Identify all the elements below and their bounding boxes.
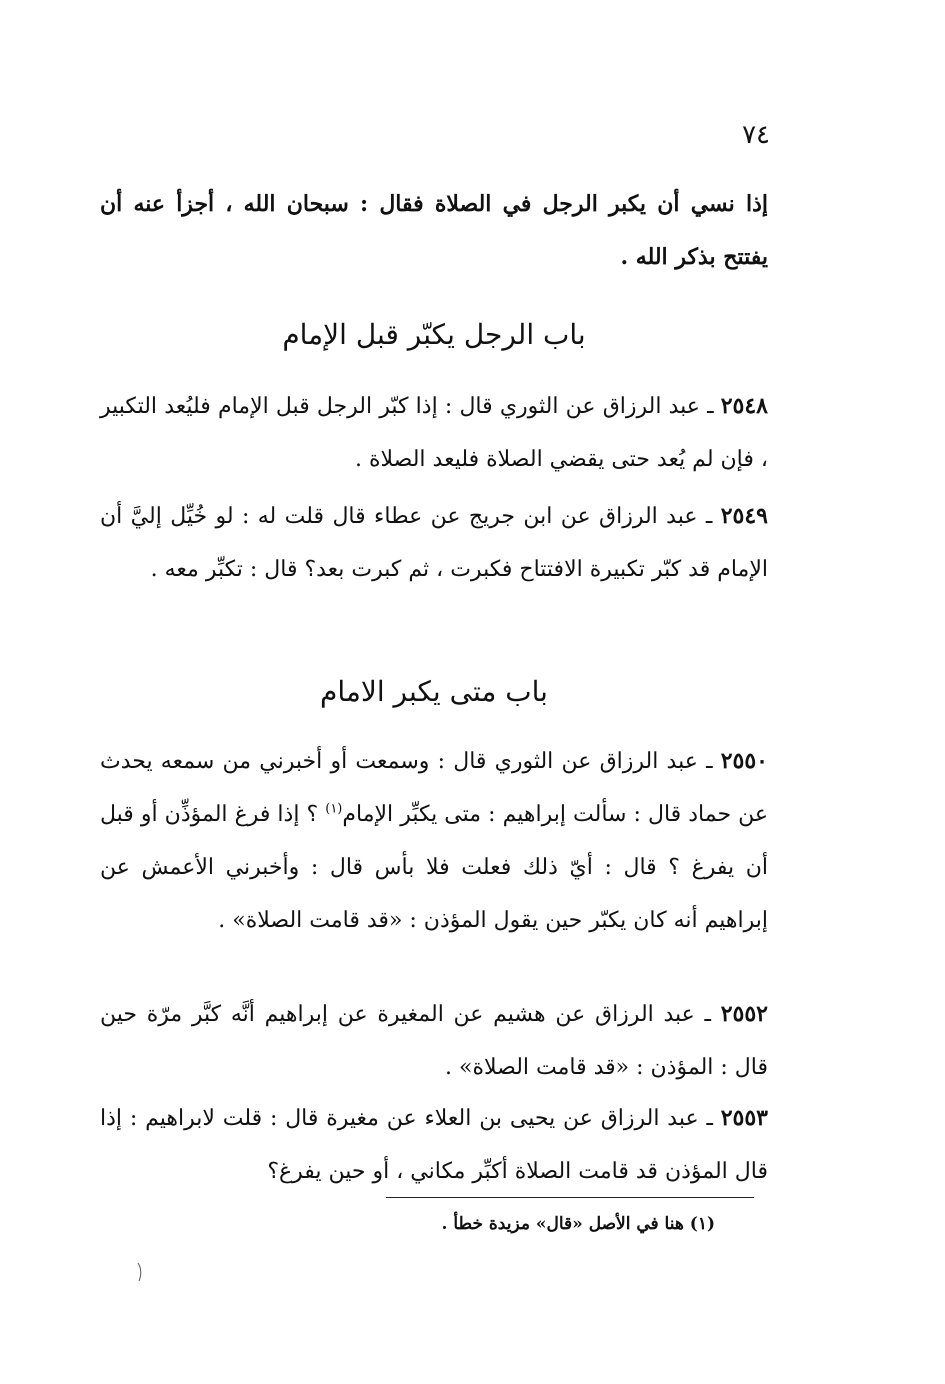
footnote-text: هنا في الأصل «قال» مزيدة خطأ . [441,1214,690,1234]
footnote-divider [386,1197,754,1198]
intro-paragraph [100,178,768,284]
section-heading-2: باب متى يكبر الامام [320,675,548,708]
stray-ink-mark [136,1262,144,1282]
hadith-text: ـ عبد الرزاق عن ابن جريج عن عطاء قال قلت له : لو خُيِّل إليَّ أن الإمام قد كبّر تكبيرة الافتتاح فكبرت ، ثم كبرت بعد؟ قال : تكبِّر معه . [100,504,768,582]
hadith-2552 [100,988,768,1094]
footnote-1 [300,1210,715,1238]
hadith-2550 [100,735,768,947]
hadith-2549 [100,490,768,596]
footnote-marker: (١) [689,1214,715,1234]
hadith-text: ـ عبد الرزاق عن هشيم عن المغيرة عن إبراهيم أنَّه كبَّر مرّة حين قال : المؤذن : «قد قامت الصلاة» . [100,1002,768,1080]
hadith-number: ٢٥٥٢ [720,1001,768,1027]
section-heading-1: باب الرجل يكبّر قبل الإمام [282,318,586,351]
hadith-number: ٢٥٤٨ [720,393,768,419]
intro-text: إذا نسي أن يكبر الرجل في الصلاة فقال : سبحان الله ، أجزأ عنه أن يفتتح بذكر الله . [100,191,768,270]
hadith-2553 [100,1092,768,1198]
hadith-number: ٢٥٥٠ [720,748,768,774]
hadith-2548 [100,380,768,486]
page-number: ٧٤ [742,120,770,150]
hadith-text-continued: ؟ إذا فرغ المؤذِّن أو قبل أن يفرغ ؟ قال : أيّ ذلك فعلت فلا بأس قال : وأخبرني الأعمش عن إبراهيم أنه كان يكبّر حين يقول المؤذن : «قد قامت الصلاة» . [100,802,768,933]
hadith-text: ـ عبد الرزاق عن الثوري قال : وسمعت أو أخبرني من سمعه يحدث عن حماد قال : سألت إبراهيم : متى يكبِّر الإمام [100,749,768,827]
hadith-text: ـ عبد الرزاق عن الثوري قال : إذا كبّر الرجل قبل الإمام فليُعد التكبير ، فإن لم يُعد حتى يقضي الصلاة فليعد الصلاة . [100,394,768,472]
hadith-number: ٢٥٥٣ [720,1105,768,1131]
hadith-number: ٢٥٤٩ [720,503,768,529]
footnote-reference: (١) [325,801,343,817]
hadith-text: ـ عبد الرزاق عن يحيى بن العلاء عن مغيرة قال : قلت لابراهيم : إذا قال المؤذن قد قامت الصلاة أكبِّر مكاني ، أو حين يفرغ؟ [100,1106,768,1184]
